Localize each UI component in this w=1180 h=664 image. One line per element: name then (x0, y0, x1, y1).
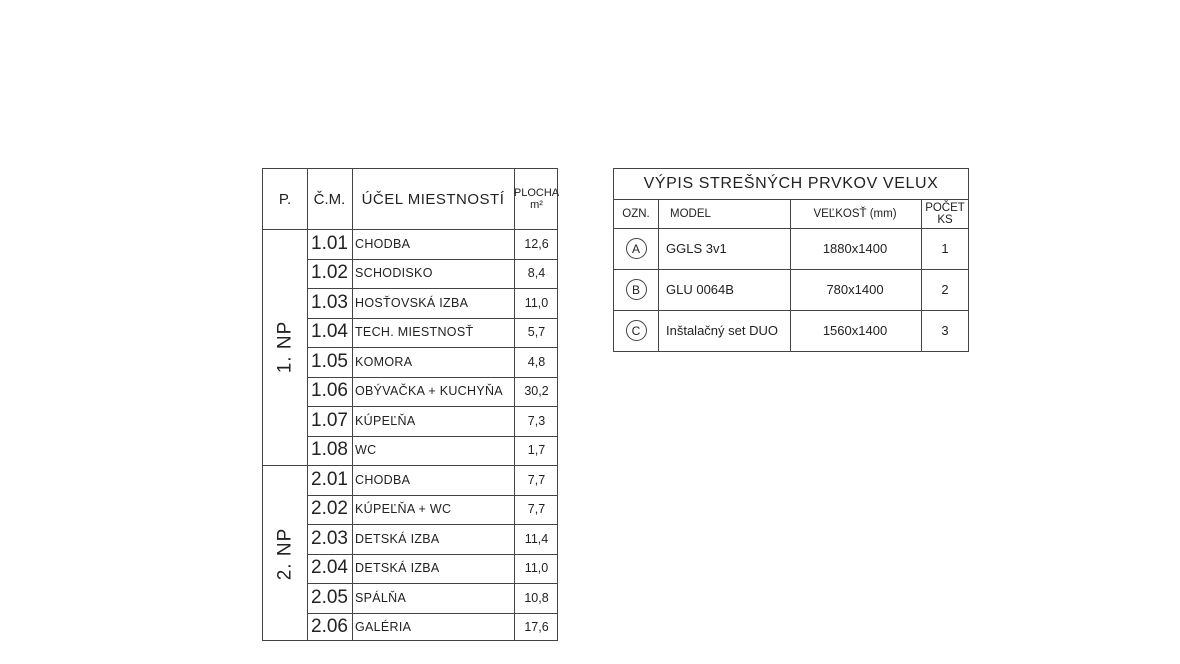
room-area: 17,6 (524, 620, 549, 635)
header-count (921, 199, 969, 228)
room-name: DETSKÁ IZBA (355, 561, 440, 576)
room-number: 1.04 (311, 321, 348, 343)
room-area: 7,3 (527, 413, 546, 428)
header-mark: OZN. (622, 207, 650, 220)
velux-table (613, 168, 969, 352)
header-area-unit: m² (530, 199, 543, 211)
velux-row-count: 3 (941, 323, 949, 338)
header-count-line1: POČET (925, 201, 965, 214)
floor-label (263, 229, 307, 465)
velux-row-mark (614, 310, 658, 351)
floor-label-text: 1. NP (274, 320, 295, 374)
floor-label (263, 465, 307, 642)
room-number: 1.07 (311, 409, 348, 431)
room-number: 2.06 (311, 616, 348, 638)
header-room-number: Č.M. (313, 190, 346, 208)
room-area: 12,6 (524, 236, 549, 251)
room-area: 1,7 (527, 443, 546, 458)
room-number: 1.01 (311, 232, 348, 254)
velux-row-model: GLU 0064B (666, 282, 734, 297)
room-name: KOMORA (355, 354, 413, 369)
room-name: DETSKÁ IZBA (355, 531, 440, 546)
room-name: GALÉRIA (355, 620, 412, 635)
velux-row-size: 780x1400 (826, 282, 884, 297)
room-number: 2.03 (311, 527, 348, 549)
room-number: 1.06 (311, 380, 348, 402)
header-count-line2: KS (937, 213, 953, 226)
room-name: KÚPEĽŇA (355, 413, 416, 428)
room-area: 7,7 (527, 472, 546, 487)
room-name: CHODBA (355, 472, 411, 487)
header-area (514, 169, 559, 229)
room-area: 4,8 (527, 354, 546, 369)
room-area: 7,7 (527, 502, 546, 517)
room-area: 11,0 (524, 561, 549, 576)
room-area: 30,2 (524, 384, 549, 399)
room-number: 2.02 (311, 498, 348, 520)
velux-row-mark (614, 228, 658, 269)
header-floor: P. (278, 190, 292, 208)
room-number: 2.05 (311, 586, 348, 608)
column-divider (352, 169, 353, 640)
room-number: 1.08 (311, 439, 348, 461)
room-name: TECH. MIESTNOSŤ (355, 325, 474, 340)
room-number: 2.01 (311, 468, 348, 490)
velux-row-mark (614, 269, 658, 310)
mark-circle: B (626, 279, 647, 300)
mark-circle: C (626, 320, 647, 341)
room-number: 1.02 (311, 262, 348, 284)
room-name: KÚPEĽŇA + WC (355, 502, 452, 517)
header-room-purpose: ÚČEL MIESTNOSTÍ (361, 190, 505, 208)
room-number: 1.05 (311, 350, 348, 372)
room-name: HOSŤOVSKÁ IZBA (355, 295, 469, 310)
velux-row-count: 1 (941, 241, 949, 256)
velux-row-size: 1560x1400 (822, 323, 888, 338)
room-number: 1.03 (311, 291, 348, 313)
room-name: OBÝVAČKA + KUCHYŇA (355, 384, 503, 399)
header-size: VEĽKOSŤ (mm) (813, 207, 897, 220)
mark-circle: A (626, 238, 647, 259)
room-name: SPÁLŇA (355, 590, 407, 605)
floor-label-text: 2. NP (274, 527, 295, 580)
room-area: 5,7 (527, 325, 546, 340)
velux-row-model: Inštalačný set DUO (666, 323, 778, 338)
room-name: SCHODISKO (355, 266, 433, 281)
room-number: 2.04 (311, 557, 348, 579)
room-area: 11,4 (524, 531, 549, 546)
room-name: CHODBA (355, 236, 411, 251)
header-model: MODEL (670, 207, 711, 220)
header-area-label: PLOCHA (513, 187, 560, 199)
room-area: 8,4 (527, 266, 546, 281)
velux-row-model: GGLS 3v1 (666, 241, 727, 256)
column-divider (658, 199, 659, 351)
room-area: 11,0 (524, 295, 549, 310)
room-area: 10,8 (524, 590, 549, 605)
room-name: WC (355, 443, 377, 458)
velux-row-size: 1880x1400 (822, 241, 888, 256)
velux-row-count: 2 (941, 282, 949, 297)
room-schedule-table (262, 168, 558, 641)
velux-table-title: VÝPIS STREŠNÝCH PRVKOV VELUX (643, 175, 939, 192)
